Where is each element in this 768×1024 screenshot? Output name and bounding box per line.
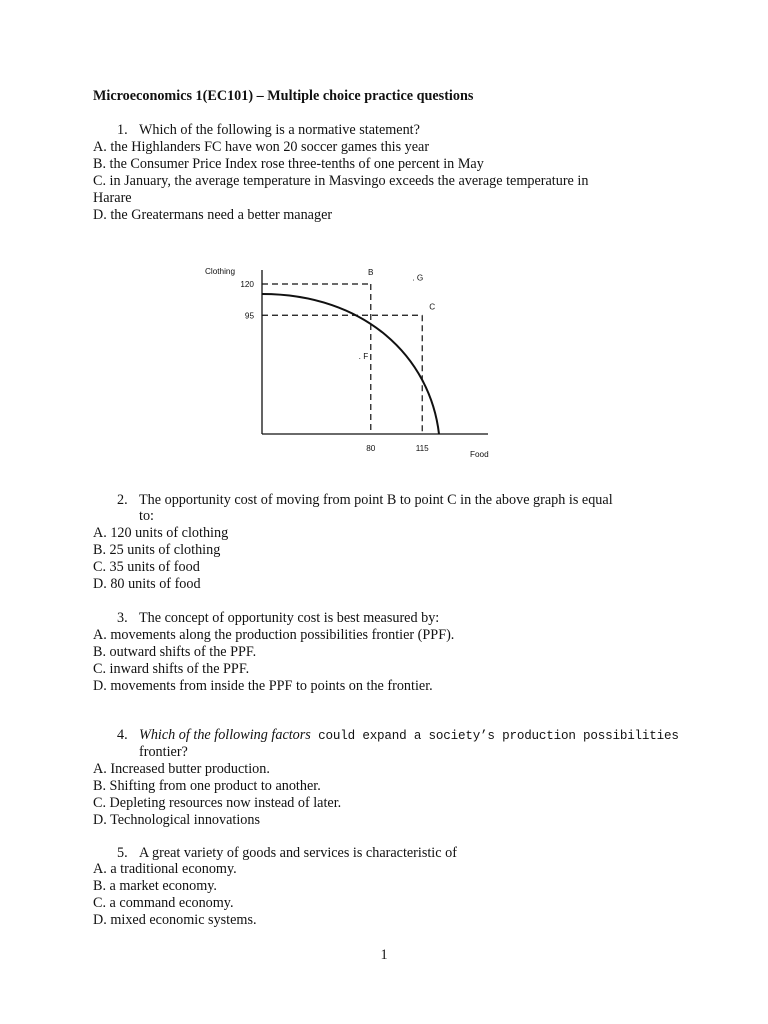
question-text-italic: Which of the following factors <box>139 727 311 743</box>
question-2-option-a: A. 120 units of clothing <box>93 525 229 541</box>
point-label-0: B <box>368 268 374 277</box>
chart-marks <box>240 268 435 453</box>
question-text: Which of the following is a normative statement? <box>139 122 420 138</box>
y-axis-label: Clothing <box>205 267 236 276</box>
question-2-option-d: D. 80 units of food <box>93 576 201 592</box>
question-2-option-b: B. 25 units of clothing <box>93 542 221 558</box>
question-1-option-d: D. the Greatermans need a better manager <box>93 207 333 223</box>
question-1-option-c-cont: Harare <box>93 190 132 206</box>
question-4-stem <box>117 727 679 745</box>
question-text: A great variety of goods and services is characteristic of <box>139 845 457 861</box>
question-3-option-d: D. movements from inside the PPF to points on the frontier. <box>93 678 433 694</box>
ppf-graph <box>200 262 500 462</box>
question-1-option-a: A. the Highlanders FC have won 20 soccer games this year <box>93 139 430 155</box>
question-text-mono: could expand a society’s production possibilities <box>310 729 679 743</box>
question-1-option-c: C. in January, the average temperature in Masvingo exceeds the average temperature in <box>93 173 589 189</box>
question-5-option-c: C. a command economy. <box>93 895 234 911</box>
question-1-option-b: B. the Consumer Price Index rose three-tenths of one percent in May <box>93 156 484 172</box>
question-1-stem <box>117 122 420 139</box>
question-4-option-d: D. Technological innovations <box>93 812 260 828</box>
y-tick-label-0: 120 <box>240 280 254 289</box>
x-tick-label-1: 115 <box>415 444 429 453</box>
point-label-1: C <box>429 302 436 312</box>
question-number: 4. <box>117 727 128 743</box>
question-2-stem-cont: to: <box>139 508 154 524</box>
question-5-option-d: D. mixed economic systems. <box>93 912 257 928</box>
y-tick-label-1: 95 <box>244 311 254 321</box>
question-3-option-b: B. outward shifts of the PPF. <box>93 644 257 660</box>
question-number: 5. <box>117 845 128 861</box>
question-2-option-c: C. 35 units of food <box>93 559 200 575</box>
document-title: Microeconomics 1(EC101) – Multiple choice practice questions <box>93 88 474 104</box>
question-5-stem <box>117 845 457 862</box>
question-3-option-c: C. inward shifts of the PPF. <box>93 661 250 677</box>
point-label-3: . G <box>412 273 424 283</box>
page-number: 1 <box>380 947 388 963</box>
question-number: 2. <box>117 492 128 508</box>
question-2-stem <box>117 492 613 509</box>
x-axis-label: Food <box>470 450 489 459</box>
question-text: The opportunity cost of moving from point B to point C in the above graph is equal <box>139 492 613 508</box>
question-4-option-c: C. Depleting resources now instead of later. <box>93 795 342 811</box>
question-text: The concept of opportunity cost is best measured by: <box>139 610 440 626</box>
point-label-2: . F <box>358 352 369 361</box>
x-tick-label-0: 80 <box>366 444 376 453</box>
question-5-option-b: B. a market economy. <box>93 878 217 894</box>
question-4-stem-cont: frontier? <box>139 744 188 760</box>
question-3-stem <box>117 610 439 627</box>
question-5-option-a: A. a traditional economy. <box>93 861 237 877</box>
question-4-option-a: A. Increased butter production. <box>93 761 270 777</box>
question-3-option-a: A. movements along the production possibilities frontier (PPF). <box>93 627 455 643</box>
question-number: 1. <box>117 122 128 138</box>
question-4-option-b: B. Shifting from one product to another. <box>93 778 321 794</box>
question-number: 3. <box>117 610 128 626</box>
